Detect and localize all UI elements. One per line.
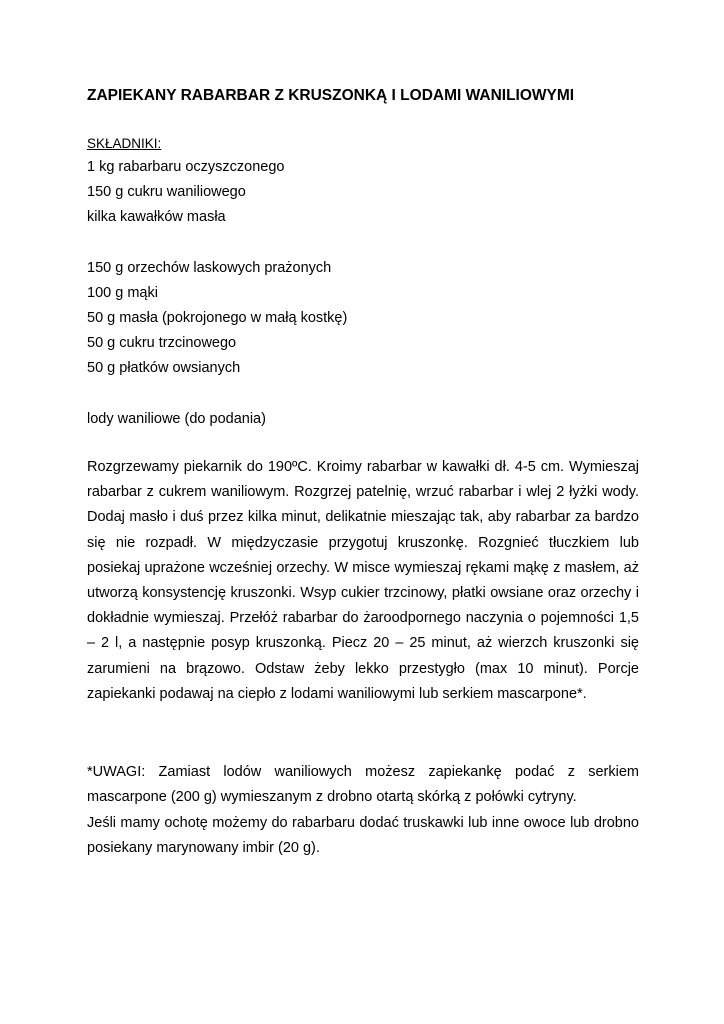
ingredient-item: 50 g płatków owsianych [87,360,241,376]
instructions-paragraph: Rozgrzewamy piekarnik do 190ºC. Kroimy rabarbar w kawałki dł. 4-5 cm. Wymieszaj rabarbar z cukrem waniliowym. Rozgrzej patelnię, wrzuć rabarbar i wlej 2 łyżki wody. Dodaj masło i duś przez kilka minut, delikatnie mieszając tak, aby rabarbar za bardzo się nie rozpadł. W międzyczasie przygotuj kruszonkę. Rozgnieć tłuczkiem lub posiekaj uprażone wcześniej orzechy. W misce wymieszaj rękami mąkę z masłem, aż utworzą konsystencję kruszonki. Wsyp cukier trzcinowy, płatki owsiane oraz orzechy i dokładnie wymieszaj. Przełóż rabarbar do żaroodpornego naczynia o pojemności 1,5 – 2 l, a następnie posyp kruszonką. Piecz 20 – 25 minut, aż wierzch kruszonki się zarumieni na brązowo. Odstaw żeby lekko przestygło (max 10 minut). Porcje zapiekanki podawaj na ciepło z lodami waniliowymi lub serkiem mascarpone*. [87,459,639,702]
ingredients-heading: SKŁADNIKI: [87,136,162,151]
ingredients-list-crumble [87,256,347,381]
notes-extra-paragraph: Jeśli mamy ochotę możemy do rabarbaru dodać truskawki lub inne owoce lub drobno posiekany marynowany imbir (20 g). [87,815,639,857]
ingredients-list-fruit [87,155,284,230]
ingredient-item: 50 g masła (pokrojonego w małą kostkę) [87,310,348,326]
ingredient-item: 1 kg rabarbaru oczyszczonego [87,159,285,175]
notes-paragraph: *UWAGI: Zamiast lodów waniliowych możesz zapiekankę podać z serkiem mascarpone (200 g) wymieszanym z drobno otartą skórką z połówki cytryny. [87,764,639,806]
ingredient-item: 150 g orzechów laskowych prażonych [87,260,332,276]
ingredient-item: 50 g cukru trzcinowego [87,335,237,351]
ingredient-item: 100 g mąki [87,285,158,301]
serving-suggestion: lody waniliowe (do podania) [87,411,266,427]
ingredient-item: 150 g cukru waniliowego [87,184,246,200]
ingredient-item: kilka kawałków masła [87,209,226,225]
recipe-title: ZAPIEKANY RABARBAR Z KRUSZONKĄ I LODAMI WANILIOWYMI [87,87,575,104]
